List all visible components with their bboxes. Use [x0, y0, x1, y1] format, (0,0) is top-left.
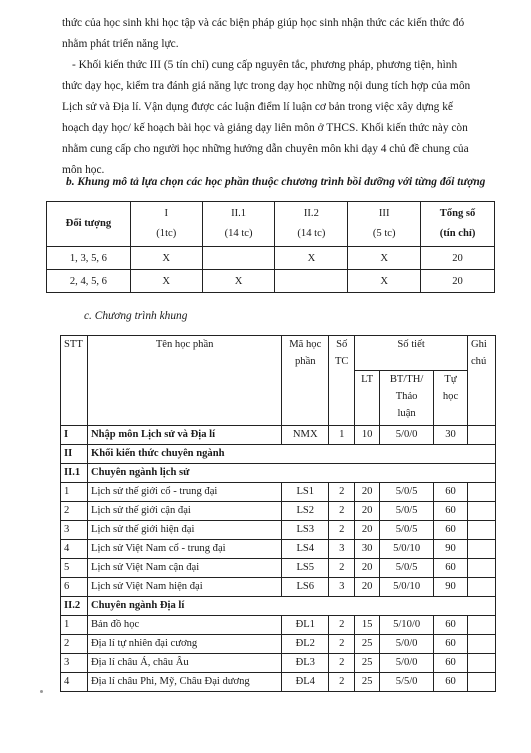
- cell-lt: 20: [355, 578, 380, 597]
- header-target-group: Đối tượng: [47, 202, 131, 247]
- table-row: [47, 270, 495, 293]
- cell-note: [467, 654, 495, 673]
- table-cell: X: [130, 270, 202, 293]
- cell-name: Địa lí châu Phi, Mỹ, Châu Đại dương: [87, 673, 281, 692]
- header-course-name: Tên học phần: [87, 336, 281, 426]
- table-row: [61, 426, 496, 445]
- text-line: nhằm cung cấp cho người học những hướng dẫn chuyên môn khi dạy 4 chủ đề chung của: [62, 143, 469, 155]
- text-line: thức dạy học, kiểm tra đánh giá năng lực trong dạy học những nội dung tích hợp của môn: [62, 80, 471, 92]
- cell-code: ĐL2: [282, 635, 329, 654]
- cell-name: Lịch sử Việt Nam cận đại: [87, 559, 281, 578]
- cell-note: [467, 521, 495, 540]
- cell-lt: 10: [355, 426, 380, 445]
- table-row: [61, 578, 496, 597]
- cell-tc: 3: [329, 578, 355, 597]
- cell-code: LS1: [282, 483, 329, 502]
- cell-stt: II.2: [61, 597, 88, 616]
- paragraph-knowledge-block-iii: [62, 55, 498, 181]
- header-block-i: I (1tc): [130, 202, 202, 247]
- cell-name: Lịch sử thế giới cận đại: [87, 502, 281, 521]
- table-row: [61, 483, 496, 502]
- cell-self: 60: [434, 502, 468, 521]
- cell-bt: 5/10/0: [380, 616, 434, 635]
- cell-name: Lịch sử Việt Nam cổ - trung đại: [87, 540, 281, 559]
- table-cell: X: [275, 247, 348, 270]
- header-lecture: LT: [355, 371, 380, 426]
- cell-tc: 2: [329, 521, 355, 540]
- cell-bt: 5/0/5: [380, 521, 434, 540]
- cell-bt: 5/0/0: [380, 426, 434, 445]
- text-line: - Khối kiến thức III (5 tín chỉ) cung cấp nguyên tắc, phương pháp, phương tiện, hình: [72, 59, 458, 71]
- cell-note: [467, 426, 495, 445]
- curriculum-framework-table: [60, 335, 496, 692]
- table-header-row: [61, 336, 496, 371]
- cell-stt: 4: [61, 673, 88, 692]
- cell-bt: 5/0/5: [380, 559, 434, 578]
- cell-tc: 2: [329, 654, 355, 673]
- paragraph-learning-support: [62, 13, 498, 55]
- cell-tc: 2: [329, 616, 355, 635]
- cell-note: [467, 616, 495, 635]
- cell-lt: 25: [355, 654, 380, 673]
- section-row: [61, 464, 496, 483]
- cell-self: 90: [434, 540, 468, 559]
- curriculum-table-body: [61, 426, 496, 692]
- table-cell: X: [348, 247, 421, 270]
- cell-note: [467, 502, 495, 521]
- table-row: [61, 502, 496, 521]
- header-block-ii2: II.2 (14 tc): [275, 202, 348, 247]
- text-line: Lịch sử và Địa lí. Vận dụng được các luận điểm lí luận cơ bản trong việc xây dựng kế: [62, 101, 453, 113]
- table-cell: [275, 270, 348, 293]
- table-cell: [202, 247, 275, 270]
- cell-self: 60: [434, 559, 468, 578]
- header-total-credits: Tổng số (tín chỉ): [421, 202, 495, 247]
- cell-note: [467, 635, 495, 654]
- header-course-code: Mã học phần: [282, 336, 329, 426]
- text-line: hoạch dạy học/ kế hoạch bài học và giảng dạy liên môn ở THCS. Khối kiến thức này còn: [62, 122, 468, 134]
- cell-self: 60: [434, 521, 468, 540]
- cell-note: [467, 540, 495, 559]
- table-cell: X: [348, 270, 421, 293]
- cell-name: Lịch sử Việt Nam hiện đại: [87, 578, 281, 597]
- section-heading-b: b. Khung mô tả lựa chọn các học phần thuộc chương trình bồi dưỡng với từng đối tượng: [66, 176, 486, 188]
- table-cell: 20: [421, 247, 495, 270]
- section-heading-c: c. Chương trình khung: [84, 310, 188, 322]
- table-row: [61, 540, 496, 559]
- cell-lt: 20: [355, 521, 380, 540]
- cell-code: LS3: [282, 521, 329, 540]
- cell-tc: 1: [329, 426, 355, 445]
- cell-code: LS5: [282, 559, 329, 578]
- header-block-iii: III (5 tc): [348, 202, 421, 247]
- header-note: Ghi chú: [467, 336, 495, 426]
- cell-stt: 3: [61, 521, 88, 540]
- cell-note: [467, 559, 495, 578]
- cell-code: ĐL3: [282, 654, 329, 673]
- header-stt: STT: [61, 336, 88, 426]
- cell-self: 60: [434, 483, 468, 502]
- header-block-ii1: II.1 (14 tc): [202, 202, 275, 247]
- cell-tc: 2: [329, 673, 355, 692]
- cell-stt: 4: [61, 540, 88, 559]
- table-row: [61, 559, 496, 578]
- table-cell: X: [202, 270, 275, 293]
- section-row: [61, 597, 496, 616]
- target-group-table: [46, 201, 495, 293]
- table-row: [61, 673, 496, 692]
- cell-code: LS4: [282, 540, 329, 559]
- cell-tc: 3: [329, 540, 355, 559]
- table-cell: 1, 3, 5, 6: [47, 247, 131, 270]
- cell-self: 60: [434, 635, 468, 654]
- table-cell: X: [130, 247, 202, 270]
- cell-name: Chuyên ngành Địa lí: [87, 597, 495, 616]
- cell-self: 30: [434, 426, 468, 445]
- cell-tc: 2: [329, 559, 355, 578]
- table-row: [61, 521, 496, 540]
- table-row: [61, 654, 496, 673]
- cell-code: LS2: [282, 502, 329, 521]
- cell-stt: I: [61, 426, 88, 445]
- cell-lt: 25: [355, 635, 380, 654]
- cell-self: 90: [434, 578, 468, 597]
- cell-note: [467, 578, 495, 597]
- cell-self: 60: [434, 616, 468, 635]
- header-self-study: Tự học: [434, 371, 468, 426]
- cell-name: Lịch sử thế giới cổ - trung đại: [87, 483, 281, 502]
- cell-note: [467, 673, 495, 692]
- cell-code: NMX: [282, 426, 329, 445]
- cell-lt: 20: [355, 502, 380, 521]
- cell-code: ĐL4: [282, 673, 329, 692]
- cell-name: Chuyên ngành lịch sử: [87, 464, 495, 483]
- cell-name: Địa lí tự nhiên đại cương: [87, 635, 281, 654]
- cell-tc: 2: [329, 483, 355, 502]
- cell-bt: 5/0/10: [380, 540, 434, 559]
- text-line: môn học.: [62, 164, 105, 176]
- cell-tc: 2: [329, 502, 355, 521]
- scan-speck: [40, 690, 43, 693]
- cell-code: LS6: [282, 578, 329, 597]
- cell-self: 60: [434, 654, 468, 673]
- cell-bt: 5/0/5: [380, 483, 434, 502]
- table-cell: 2, 4, 5, 6: [47, 270, 131, 293]
- cell-stt: II.1: [61, 464, 88, 483]
- cell-bt: 5/0/0: [380, 654, 434, 673]
- cell-stt: II: [61, 445, 88, 464]
- text-line: nhằm phát triển năng lực.: [62, 38, 179, 50]
- table-row: [61, 635, 496, 654]
- cell-stt: 1: [61, 483, 88, 502]
- cell-tc: 2: [329, 635, 355, 654]
- section-row: [61, 445, 496, 464]
- cell-note: [467, 483, 495, 502]
- cell-name: Địa lí châu Á, châu Âu: [87, 654, 281, 673]
- cell-self: 60: [434, 673, 468, 692]
- cell-stt: 3: [61, 654, 88, 673]
- cell-bt: 5/0/0: [380, 635, 434, 654]
- cell-bt: 5/0/10: [380, 578, 434, 597]
- cell-name: Bản đồ học: [87, 616, 281, 635]
- cell-stt: 1: [61, 616, 88, 635]
- cell-name: Lịch sử thế giới hiện đại: [87, 521, 281, 540]
- cell-lt: 20: [355, 559, 380, 578]
- table-row: [47, 247, 495, 270]
- cell-lt: 30: [355, 540, 380, 559]
- cell-stt: 5: [61, 559, 88, 578]
- cell-stt: 6: [61, 578, 88, 597]
- cell-lt: 25: [355, 673, 380, 692]
- header-periods: Số tiết: [355, 336, 468, 371]
- cell-stt: 2: [61, 502, 88, 521]
- header-credits: Số TC: [329, 336, 355, 426]
- cell-lt: 15: [355, 616, 380, 635]
- table-cell: 20: [421, 270, 495, 293]
- cell-bt: 5/0/5: [380, 502, 434, 521]
- cell-stt: 2: [61, 635, 88, 654]
- table-header-row: [47, 202, 495, 247]
- header-practice: BT/TH/ Thảo luận: [380, 371, 434, 426]
- cell-lt: 20: [355, 483, 380, 502]
- table-row: [61, 616, 496, 635]
- cell-bt: 5/5/0: [380, 673, 434, 692]
- cell-code: ĐL1: [282, 616, 329, 635]
- cell-name: Khối kiến thức chuyên ngành: [87, 445, 495, 464]
- cell-name: Nhập môn Lịch sử và Địa lí: [87, 426, 281, 445]
- text-line: thức của học sinh khi học tập và các biện pháp giúp học sinh nhận thức các kiến thức đó: [62, 17, 465, 29]
